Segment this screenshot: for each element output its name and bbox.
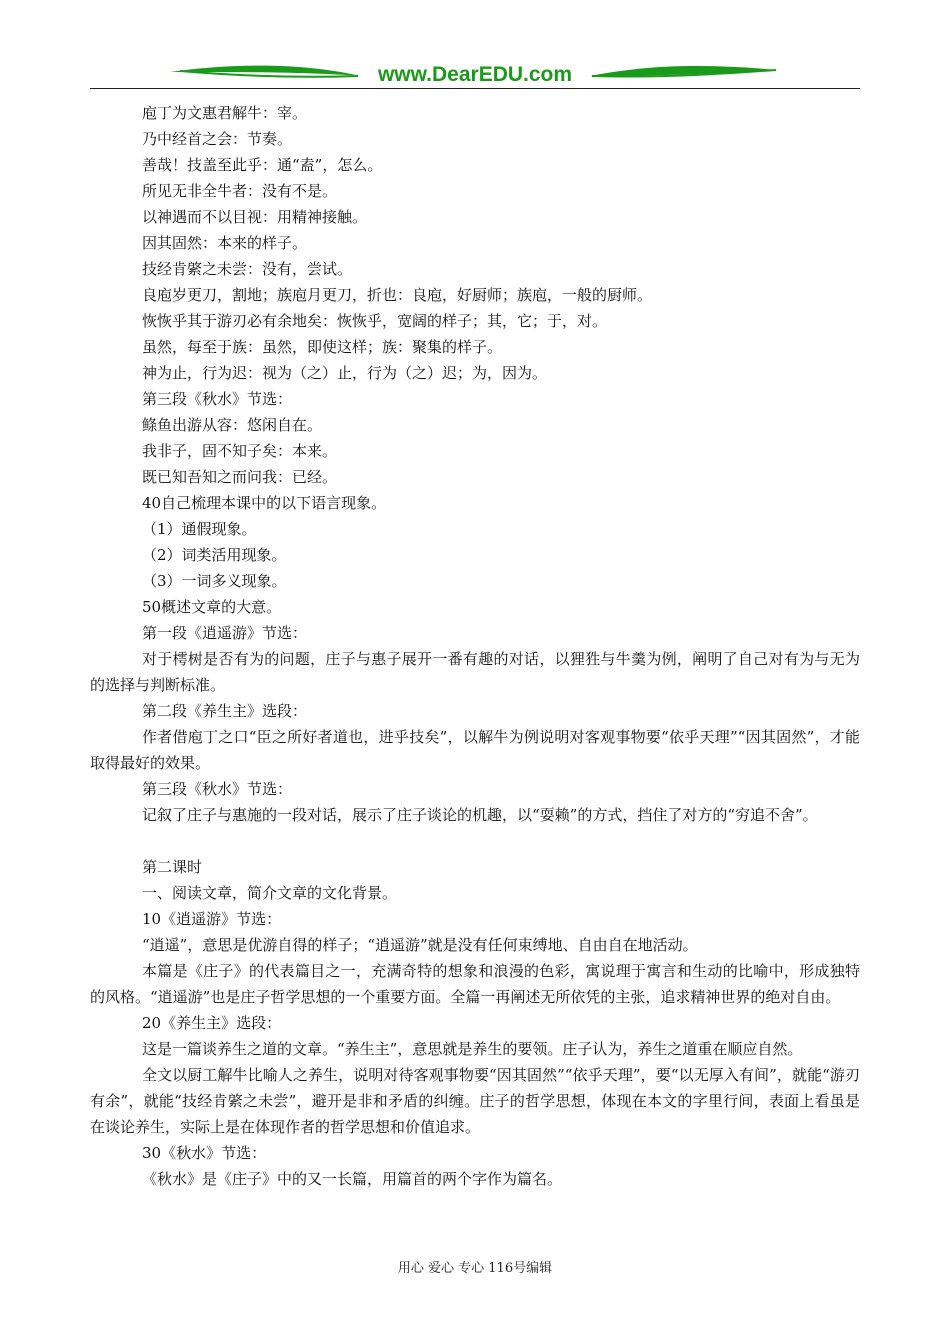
text-line: 我非子，固不知子矣：本来。 [142, 442, 338, 460]
section-heading: 第三段《秋水》节选： [142, 390, 293, 408]
site-logo-text: www.DearEDU.com [377, 63, 573, 86]
spacer [90, 828, 860, 854]
text-line: 神为止，行为迟：视为（之）止，行为（之）迟；为，因为。 [142, 364, 548, 382]
text-line: 因其固然：本来的样子。 [142, 234, 308, 252]
section-heading: 10《逍遥游》节选： [142, 910, 282, 928]
page-footer: 用心 爱心 专心 116号编辑 [397, 1261, 553, 1276]
body-paragraph: 本篇是《庄子》的代表篇目之一，充满奇特的想象和浪漫的色彩，寓说理于寓言和生动的比喻中，形成独特的风格。“逍遥游”也是庄子哲学思想的一个重要方面。全篇一再阐述无所依凭的主张，追求精神世界的绝对自由。 [90, 962, 860, 1006]
summary-paragraph: 作者借庖丁之口“臣之所好者道也，进乎技矣”，以解牛为例说明对客观事物要“依乎天理”“因其固然”，才能取得最好的效果。 [90, 728, 860, 772]
text-line: 既已知吾知之而问我：已经。 [142, 468, 338, 486]
text-line: 虽然，每至于族：虽然，即使这样；族：聚集的样子。 [142, 338, 503, 356]
section-heading: 第三段《秋水》节选： [142, 780, 293, 798]
lesson-title: 第二课时 [142, 858, 203, 876]
text-line: 善哉！技盖至此乎：通“盍”，怎么。 [142, 156, 383, 174]
step-heading: 一、阅读文章，简介文章的文化背景。 [142, 884, 398, 902]
document-body [90, 100, 860, 1192]
section-heading: 30《秋水》节选： [142, 1144, 267, 1162]
text-line: 所见无非全牛者：没有不是。 [142, 182, 338, 200]
section-heading: 第一段《逍遥游》节选： [142, 624, 308, 642]
task-heading: 50概述文章的大意。 [142, 598, 282, 616]
text-line: 鲦鱼出游从容：悠闲自在。 [142, 416, 323, 434]
section-heading: 20《养生主》选段： [142, 1014, 282, 1032]
text-line: 乃中经首之会：节奏。 [142, 130, 293, 148]
body-paragraph: 全文以厨工解牛比喻人之养生，说明对待客观事物要“因其固然”“依乎天理”，要“以无厚入有间”，就能“游刃有余”，就能“技经肯綮之未尝”，避开是非和矛盾的纠缠。庄子的哲学思想，体现在本文的字里行间，表面上看虽是在谈论养生，实际上是在体现作者的哲学思想和价值追求。 [90, 1066, 860, 1136]
page-header [90, 56, 860, 92]
list-item: （3）一词多义现象。 [142, 572, 287, 590]
text-line: 恢恢乎其于游刃必有余地矣：恢恢乎，宽阔的样子；其，它；于，对。 [142, 312, 608, 330]
text-line: 庖丁为文惠君解牛：宰。 [142, 104, 308, 122]
text-line: 技经肯綮之未尝：没有，尝试。 [142, 260, 353, 278]
task-heading: 40自己梳理本课中的以下语言现象。 [142, 494, 387, 512]
section-heading: 第二段《养生主》选段： [142, 702, 308, 720]
summary-paragraph: 对于樗树是否有为的问题，庄子与惠子展开一番有趣的对话，以狸狌与牛羹为例，阐明了自己对有为与无为的选择与判断标准。 [90, 650, 860, 694]
text-line: 良庖岁更刀，割地；族庖月更刀，折也：良庖，好厨师；族庖，一般的厨师。 [142, 286, 653, 304]
body-paragraph: “逍遥”，意思是优游自得的样子；“逍遥游”就是没有任何束缚地、自由自在地活动。 [142, 936, 698, 954]
body-paragraph: 这是一篇谈养生之道的文章。“养生主”，意思就是养生的要领。庄子认为，养生之道重在顺应自然。 [142, 1040, 803, 1058]
header-rule [90, 88, 860, 89]
list-item: （1）通假现象。 [142, 520, 257, 538]
summary-paragraph: 记叙了庄子与惠施的一段对话，展示了庄子谈论的机趣，以“耍赖”的方式，挡住了对方的“穷追不舍”。 [142, 806, 818, 824]
left-swoosh-icon [170, 66, 360, 76]
site-logo-banner [90, 56, 860, 92]
text-line: 以神遇而不以目视：用精神接触。 [142, 208, 368, 226]
body-paragraph: 《秋水》是《庄子》中的又一长篇，用篇首的两个字作为篇名。 [142, 1170, 563, 1188]
list-item: （2）词类活用现象。 [142, 546, 287, 564]
